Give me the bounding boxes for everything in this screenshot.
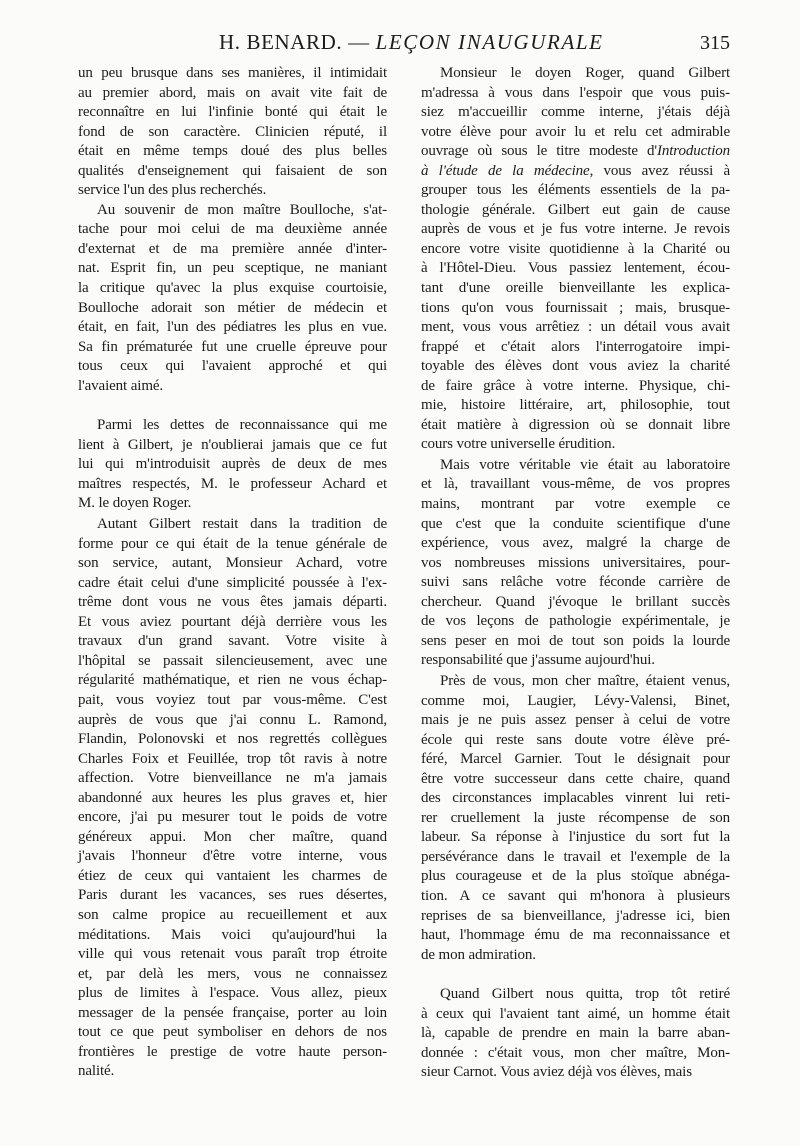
text-line: étiez de ceux qui vantaient les charmes de — [78, 867, 387, 884]
text-line: de mon admiration. — [421, 946, 536, 963]
text-line: cadre était celui d'une simplicité poussée à l'ex- — [78, 574, 387, 591]
text-line: et là, travaillant vous-même, de vos propres — [421, 476, 730, 493]
page-number: 315 — [700, 32, 730, 54]
paragraph — [78, 515, 387, 1082]
text-line: Au souvenir de mon maître Boulloche, s'at- — [97, 201, 387, 218]
text-line: au premier abord, mais on avait vite fait de — [78, 84, 387, 101]
paragraph — [78, 416, 387, 514]
text-line: rer cruellement la juste récompense de son — [421, 809, 730, 826]
text-line: Parmi les dettes de reconnaissance qui me — [97, 417, 387, 434]
text-line: frontières le prestige de votre haute person- — [78, 1043, 387, 1060]
text-line: était matière à digression où se donnait libre — [421, 416, 730, 433]
text-line: généreux appui. Mon cher maître, quand — [78, 828, 387, 845]
text-line: M. le doyen Roger. — [78, 495, 192, 512]
text-line: méditations. Mais voici qu'aujourd'hui la — [78, 926, 387, 943]
text-line: service l'un des plus recherchés. — [78, 182, 267, 199]
text-line: travaux d'un grand savant. Votre visite à — [78, 633, 387, 650]
text-line: mie, histoire littéraire, art, philosophie, tout — [421, 397, 730, 414]
text-line: l'avaient aimé. — [78, 377, 164, 394]
text-line: sens peser en moi de tout son poids la lourde — [421, 632, 730, 649]
text-line: régularité mathématique, et rien ne vous échap- — [78, 672, 387, 689]
text-line: Paris durant les vacances, ses rues désertes, — [78, 887, 387, 904]
text-line: m'adressa à vous dans l'espoir que vous puis- — [421, 84, 730, 101]
text-line: était en même temps doué des plus belles — [78, 143, 387, 160]
text-line: son calme propice au recueillement et aux — [78, 906, 387, 923]
text-line: tant d'une oreille bienveillante les explica- — [421, 280, 730, 297]
text-line: responsabilité que j'assume aujourd'hui. — [421, 652, 655, 669]
running-title — [219, 30, 604, 55]
text-line: d'externat et de ma première année d'inter- — [78, 240, 387, 257]
paragraph — [421, 672, 730, 965]
text-line: son service, autant, Monsieur Achard, votre — [78, 555, 387, 572]
text-line: messager de la pensée française, porter au loin — [78, 1004, 387, 1021]
text-line: expérience, vous avez, malgré la charge de — [421, 535, 730, 552]
text-line: à ceux qui l'avaient tant aimé, un homme était — [421, 1005, 730, 1022]
text-line: à l'Hôtel-Dieu. Vous passiez lentement, écou- — [421, 260, 730, 277]
text-line: la critique qu'avec la plus exquise courtoisie, — [78, 280, 387, 297]
italic-title: Introduction — [657, 143, 730, 160]
text-line: tions qu'on vous fournissait ; mais, brusque- — [421, 299, 730, 316]
lecture-title: LEÇON INAUGURALE — [375, 30, 604, 54]
paragraph — [421, 64, 730, 455]
text-line: Autant Gilbert restait dans la tradition de — [97, 516, 387, 533]
text-line: toyable des élèves dont vous aviez la charité — [421, 358, 730, 375]
text-segment: , vous avez réussi à — [589, 162, 730, 179]
text-line: thologie générale. Gilbert eut gain de cause — [421, 201, 730, 218]
text-line: j'avais l'honneur d'être votre interne, vous — [78, 848, 387, 865]
text-line: comme moi, Laugier, Lévy-Valensi, Binet, — [421, 692, 730, 709]
paragraph — [421, 456, 730, 671]
text-line: plus courageuse et de la plus stoïque abnéga- — [421, 868, 730, 885]
paragraph — [78, 64, 387, 201]
text-line: trême dont vous ne vous êtes jamais départi. — [78, 594, 387, 611]
text-line: labeur. Sa réponse à l'injustice du sort fut la — [421, 829, 730, 846]
text-line: reprises de sa bienveillance, j'adresse ici, bien — [421, 907, 730, 924]
text-line: siez m'accueillir comme interne, j'étais déjà — [421, 104, 730, 121]
text-line: mains, montrant par votre exemple ce — [421, 496, 730, 513]
text-line: encore, j'ai pu mesurer tout le poids de votre — [78, 809, 387, 826]
text-line: auprès de vous et je fus votre interne. Je revois — [421, 221, 730, 238]
text-line: Sa fin prématurée fut une cruelle épreuve pour — [78, 338, 387, 355]
text-line: lient à Gilbert, je n'oublierai jamais que ce fut — [78, 436, 387, 453]
text-line: affection. Votre bienveillance ne m'a jamais — [78, 770, 387, 787]
text-line: Quand Gilbert nous quitta, trop tôt retiré — [440, 986, 730, 1003]
text-line: frappé et c'était alors l'interrogatoire impi- — [421, 338, 730, 355]
text-line: suivi sans relâche votre féconde carrière de — [421, 574, 730, 591]
text-line: l'hôpital se passait silencieusement, avec une — [78, 652, 387, 669]
text-line: encore votre visite quotidienne à la Charité ou — [421, 240, 730, 257]
text-line: votre élève pour avoir lu et relu cet admirable — [421, 123, 730, 140]
left-column — [78, 64, 387, 1082]
text-line: maîtres respectés, M. le professeur Achard et — [78, 475, 387, 492]
paragraph — [421, 985, 730, 1083]
text-line: Mais votre véritable vie était au laboratoire — [440, 456, 730, 473]
text-line: chercheur. Quand j'évoque le brillant succès — [421, 593, 730, 610]
text-line: tout ce que peut symboliser en dehors de nos — [78, 1024, 387, 1041]
text-line: là, capable de prendre en main la barre aban- — [421, 1025, 730, 1042]
text-line: vos nombreuses missions universitaires, pour- — [421, 554, 730, 571]
text-line: tion. A ce savant qui m'honora à plusieurs — [421, 887, 730, 904]
text-line: fond de son caractère. Clinicien réputé, il — [78, 123, 387, 140]
text-line: être votre successeur dans cette chaire, quand — [421, 770, 730, 787]
text-line: pait, vous voyiez tout par vous-même. C'est — [78, 691, 387, 708]
text-line: Flandin, Polonovski et nos regrettés collègues — [78, 731, 387, 748]
text-line: ville qui vous retenait vous paraît trop étroite — [78, 946, 387, 963]
text-line: Charles Foix et Feuillée, trop tôt ravis à notre — [78, 750, 387, 767]
text-line: Monsieur le doyen Roger, quand Gilbert — [440, 65, 730, 81]
text-line: plus de limites à l'espace. Vous allez, pieux — [78, 985, 387, 1002]
text-line: de vos leçons de pathologie expérimentale, je — [421, 613, 730, 630]
paragraph — [78, 201, 387, 396]
text-line: lui qui m'introduisit auprès de deux de mes — [78, 456, 387, 473]
text-line: Boulloche adorait son métier de médecin et — [78, 299, 387, 316]
text-line: nat. Esprit fin, un peu sceptique, ne maniant — [78, 260, 387, 277]
text-line: école qui reste sans doute votre élève pré- — [421, 731, 730, 748]
text-line — [421, 142, 730, 162]
running-header — [0, 30, 800, 60]
text-line: abandonné aux heures les plus graves et, hier — [78, 789, 387, 806]
text-line: nalité. — [78, 1063, 115, 1080]
text-line: reconnaître en lui l'infinie bonté qui était le — [78, 104, 387, 121]
text-line: tous ceux qui l'avaient approché et qui — [78, 358, 387, 375]
text-line: auprès de vous que j'ai connu L. Ramond, — [78, 711, 387, 728]
text-line: grouper tous les éléments essentiels de la pa- — [421, 182, 730, 199]
text-line: et, par delà les mers, vous ne connaissez — [78, 965, 387, 982]
text-line: qualités d'enseignement qui faisaient de son — [78, 162, 387, 179]
text-line: tache pour moi celui de ma deuxième année — [78, 221, 387, 238]
text-line: Près de vous, mon cher maître, étaient venus, — [440, 672, 730, 689]
text-line: sieur Carnot. Vous aviez déjà vos élèves, mais — [421, 1064, 692, 1081]
text-line: que c'est que la conduite scientifique d'une — [421, 515, 730, 532]
text-line: Et vous aviez pourtant déjà derrière vous les — [78, 613, 387, 630]
author-name: H. BENARD. — — [219, 30, 370, 54]
text-line: des circonstances implacables vinrent lui reti- — [421, 790, 730, 807]
text-line: persévérance dans le travail et l'exemple de la — [421, 848, 730, 865]
text-line: cours votre universelle érudition. — [421, 436, 616, 453]
text-line: forme pour ce qui était de la tenue générale de — [78, 535, 387, 552]
text-line: était, en fait, l'un des pédiatres les plus en vue. — [78, 319, 387, 336]
text-line: haut, l'hommage ému de ma reconnaissance et — [421, 927, 730, 944]
text-line: de faire grâce à votre interne. Physique, chi- — [421, 377, 730, 394]
text-line: féré, Marcel Garnier. Tout le désignait pour — [421, 751, 730, 768]
text-line: ment, vous vous arrêtiez : un détail vous avait — [421, 319, 730, 336]
text-line: donnée : c'était vous, mon cher maître, Mon- — [421, 1044, 730, 1061]
right-column — [421, 64, 730, 1083]
text-line: mais je ne puis assez penser à celui de votre — [421, 712, 730, 729]
italic-title: à l'étude de la médecine — [421, 162, 590, 179]
text-segment: ouvrage où sous le titre modeste d' — [421, 143, 657, 160]
text-line: un peu brusque dans ses manières, il intimidait — [78, 65, 387, 81]
text-line — [421, 162, 730, 182]
